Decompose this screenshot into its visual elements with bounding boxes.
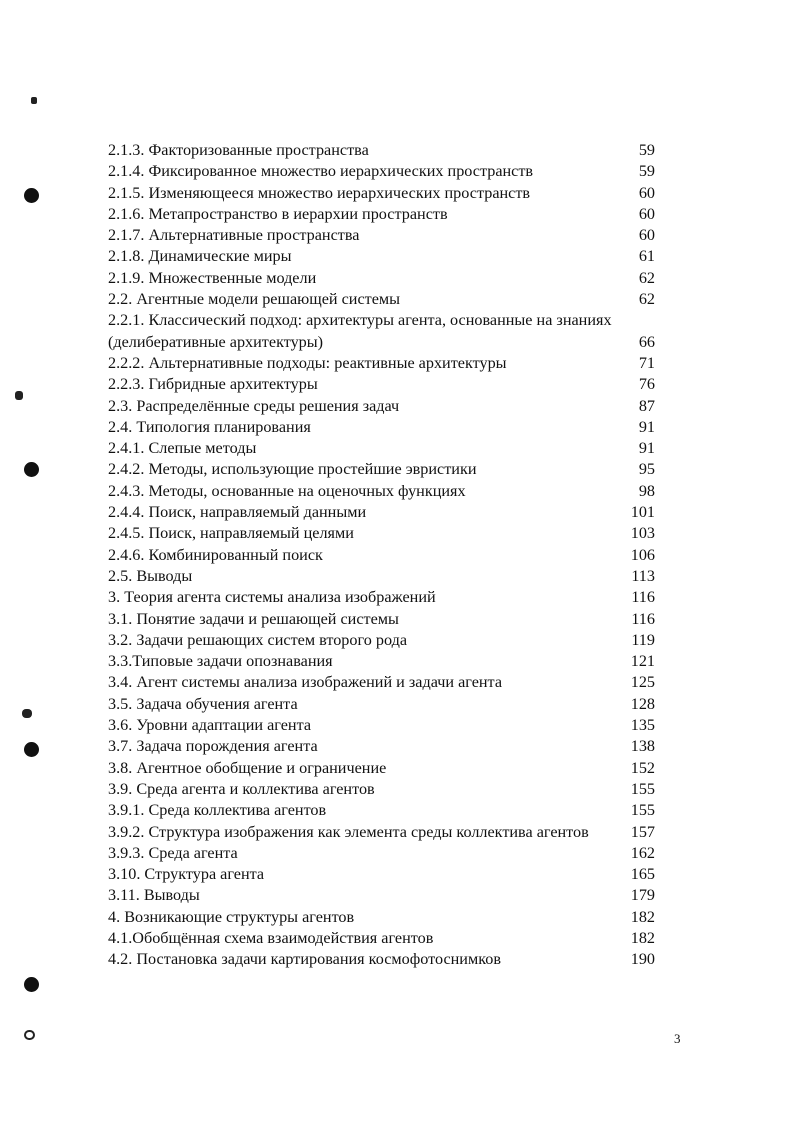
toc-entry-title: 4.1.Обобщённая схема взаимодействия агентов	[108, 928, 434, 947]
scan-speck-4	[24, 1030, 35, 1040]
toc-entry	[108, 822, 668, 843]
toc-entry-title: 2.1.5. Изменяющееся множество иерархических пространств	[108, 183, 531, 202]
toc-entry-page: 103	[630, 524, 655, 543]
toc-entry-page: 101	[630, 503, 655, 522]
toc-entry-title: 3.8. Агентное обобщение и ограничение	[108, 758, 387, 777]
toc-entry-title: 3.3.Типовые задачи опознавания	[108, 652, 333, 671]
toc-entry-page: 95	[638, 460, 655, 479]
toc-entry	[108, 885, 668, 906]
toc-entry	[108, 800, 668, 821]
toc-entry-title: 2.2.2. Альтернативные подходы: реактивные архитектуры	[108, 353, 507, 372]
toc-entry-title: 2.5. Выводы	[108, 566, 193, 585]
toc-entry-page: 59	[638, 141, 655, 159]
toc-entry-page: 66	[638, 332, 655, 351]
toc-entry-title: 2.1.7. Альтернативные пространства	[108, 226, 360, 245]
toc-entry	[108, 204, 668, 225]
toc-entry-page: 116	[631, 609, 655, 628]
toc-entry	[108, 672, 668, 693]
toc-entry-title: 2.4. Типология планирования	[108, 417, 311, 436]
toc-entry-title: 2.4.2. Методы, использующие простейшие эвристики	[108, 460, 477, 479]
toc-entry-title: 3.9.1. Среда коллектива агентов	[108, 801, 327, 820]
toc-entry-page: 62	[638, 268, 655, 287]
toc-entry	[108, 864, 668, 885]
punch-hole-1	[24, 188, 39, 203]
toc-entry-page: 113	[631, 566, 655, 585]
toc-entry-title: 3.1. Понятие задачи и решающей системы	[108, 609, 399, 628]
toc-entry	[108, 758, 668, 779]
toc-entry-title: 3.11. Выводы	[108, 886, 200, 905]
scan-speck-2	[15, 391, 23, 400]
toc-entry-title: 2.1.9. Множественные модели	[108, 268, 317, 287]
toc-entry-title: 2.2.3. Гибридные архитектуры	[108, 375, 318, 394]
toc-entry-title: 4. Возникающие структуры агентов	[108, 907, 355, 926]
toc-entry-page: 155	[630, 801, 655, 820]
toc-entry	[108, 289, 668, 310]
toc-entry-page: 98	[638, 481, 655, 500]
toc-entry	[108, 417, 668, 438]
toc-entry-page: 125	[630, 673, 655, 692]
toc-entry	[108, 183, 668, 204]
toc-entry-page: 76	[638, 375, 655, 394]
toc-entry	[108, 566, 668, 587]
toc-entry-page: 91	[638, 417, 655, 436]
toc-entry-title: 2.1.6. Метапространство в иерархии пространств	[108, 204, 448, 223]
toc-entry	[108, 225, 668, 246]
toc-entry	[108, 928, 668, 949]
toc-entry-title: 2.2.1. Классический подход: архитектуры агента, основанные на знаниях (делиберативные архитектуры)	[108, 311, 612, 351]
punch-hole-2	[24, 462, 39, 477]
toc-entry-title: 2.4.6. Комбинированный поиск	[108, 545, 323, 564]
punch-hole-4	[24, 977, 39, 992]
toc-entry-title: 2.3. Распределённые среды решения задач	[108, 396, 400, 415]
toc-entry	[108, 949, 668, 970]
toc-entry	[108, 907, 668, 928]
toc-entry-title: 3.10. Структура агента	[108, 865, 265, 884]
toc-entry	[108, 651, 668, 672]
toc-entry	[108, 396, 668, 417]
toc-entry-page: 116	[631, 588, 655, 607]
toc-entry-title: 2.1.4. Фиксированное множество иерархических пространств	[108, 162, 534, 181]
toc-entry-title: 2.2. Агентные модели решающей системы	[108, 290, 401, 309]
toc-entry	[108, 523, 668, 544]
toc-entry	[108, 715, 668, 736]
toc-entry-title: 3.9. Среда агента и коллектива агентов	[108, 779, 375, 798]
table-of-contents	[108, 140, 668, 971]
toc-entry-title: 2.1.3. Факторизованные пространства	[108, 141, 369, 159]
toc-entry-title: 2.1.8. Динамические миры	[108, 247, 292, 266]
toc-entry-title: 3.5. Задача обучения агента	[108, 694, 298, 713]
toc-entry	[108, 268, 668, 289]
toc-entry-page: 138	[630, 737, 655, 756]
toc-entry-title: 2.4.4. Поиск, направляемый данными	[108, 503, 367, 522]
toc-entry	[108, 736, 668, 757]
toc-entry-page: 152	[630, 758, 655, 777]
toc-entry	[108, 502, 668, 523]
toc-entry	[108, 481, 668, 502]
toc-entry-title: 3. Теория агента системы анализа изображений	[108, 588, 436, 607]
toc-entry-page: 60	[638, 204, 655, 223]
toc-entry	[108, 438, 668, 459]
page-number: 3	[674, 1031, 681, 1046]
toc-entry-page: 91	[638, 439, 655, 458]
toc-entry	[108, 843, 668, 864]
punch-hole-3	[24, 742, 39, 757]
toc-entry-title: 3.4. Агент системы анализа изображений и задачи агента	[108, 673, 503, 692]
toc-entry-page: 61	[638, 247, 655, 266]
toc-entry	[108, 609, 668, 630]
toc-entry-page: 60	[638, 183, 655, 202]
scan-speck-3	[22, 709, 32, 718]
toc-entry-title: 3.9.3. Среда агента	[108, 843, 238, 862]
toc-entry	[108, 353, 668, 374]
toc-entry	[108, 310, 668, 353]
toc-entry	[108, 140, 668, 161]
toc-entry-page: 165	[630, 865, 655, 884]
toc-entry-page: 157	[630, 822, 655, 841]
toc-entry-title: 2.4.1. Слепые методы	[108, 439, 257, 458]
toc-entry-page: 162	[630, 843, 655, 862]
toc-entry-page: 106	[630, 545, 655, 564]
toc-entry-page: 121	[630, 652, 655, 671]
toc-entry-title: 2.4.5. Поиск, направляемый целями	[108, 524, 354, 543]
toc-entry-page: 190	[630, 950, 655, 969]
toc-entry-page: 182	[630, 928, 655, 947]
toc-entry	[108, 630, 668, 651]
toc-entry-page: 182	[630, 907, 655, 926]
toc-entry	[108, 246, 668, 267]
toc-entry-page: 62	[638, 290, 655, 309]
toc-entry-page: 71	[638, 353, 655, 372]
toc-entry-page: 59	[638, 162, 655, 181]
toc-entry	[108, 459, 668, 480]
toc-entry-page: 119	[631, 630, 655, 649]
toc-entry-page: 60	[638, 226, 655, 245]
toc-entry-page: 128	[630, 694, 655, 713]
toc-entry-title: 3.7. Задача порождения агента	[108, 737, 318, 756]
toc-entry-title: 4.2. Постановка задачи картирования космофотоснимков	[108, 950, 501, 969]
scan-speck-1	[31, 97, 37, 104]
toc-entry-page: 179	[630, 886, 655, 905]
toc-entry	[108, 545, 668, 566]
toc-entry-page: 135	[630, 716, 655, 735]
toc-entry-page: 87	[638, 396, 655, 415]
toc-entry	[108, 161, 668, 182]
toc-entry-title: 3.9.2. Структура изображения как элемента среды коллектива агентов	[108, 822, 589, 841]
toc-entry-page: 155	[630, 779, 655, 798]
toc-entry-title: 3.6. Уровни адаптации агента	[108, 716, 312, 735]
toc-entry-title: 3.2. Задачи решающих систем второго рода	[108, 630, 408, 649]
toc-entry	[108, 587, 668, 608]
toc-entry	[108, 779, 668, 800]
toc-entry-title: 2.4.3. Методы, основанные на оценочных функциях	[108, 481, 466, 500]
toc-entry	[108, 374, 668, 395]
toc-entry	[108, 694, 668, 715]
